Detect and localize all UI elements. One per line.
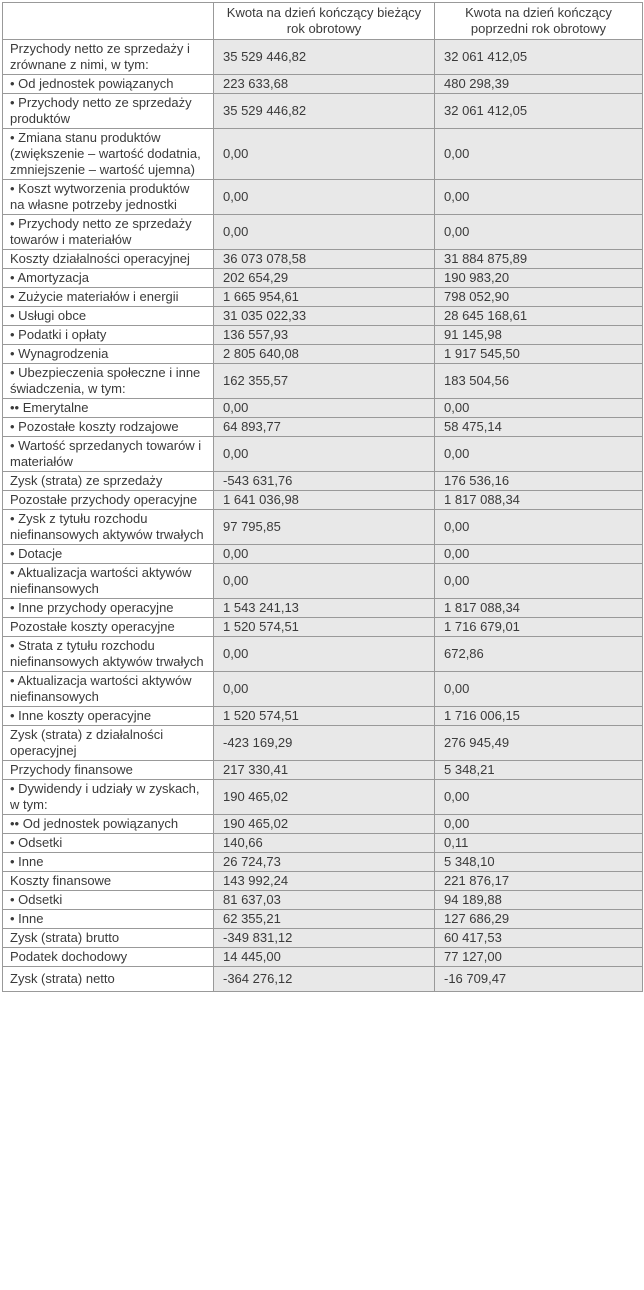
row-label: • Ubezpieczenia społeczne i inne świadczenia, w tym: [3, 364, 214, 399]
row-value-previous-year: 0,11 [435, 834, 643, 853]
table-row [3, 345, 643, 364]
table-row [3, 618, 643, 637]
row-value-previous-year: 31 884 875,89 [435, 250, 643, 269]
table-row [3, 418, 643, 437]
row-label: • Inne [3, 910, 214, 929]
row-value-previous-year: 1 716 679,01 [435, 618, 643, 637]
table-row [3, 510, 643, 545]
row-value-current-year: 140,66 [214, 834, 435, 853]
row-value-previous-year: 1 817 088,34 [435, 491, 643, 510]
row-label: Pozostałe koszty operacyjne [3, 618, 214, 637]
row-value-previous-year: 0,00 [435, 437, 643, 472]
table-header [3, 3, 643, 40]
row-value-current-year: 0,00 [214, 545, 435, 564]
table-row [3, 599, 643, 618]
row-value-current-year: 35 529 446,82 [214, 94, 435, 129]
row-value-current-year: 1 665 954,61 [214, 288, 435, 307]
row-value-current-year: 0,00 [214, 129, 435, 180]
row-label: • Inne koszty operacyjne [3, 707, 214, 726]
table-row [3, 780, 643, 815]
table-row [3, 726, 643, 761]
table-row [3, 472, 643, 491]
row-label: Przychody finansowe [3, 761, 214, 780]
row-label: • Aktualizacja wartości aktywów niefinansowych [3, 672, 214, 707]
row-value-current-year: 136 557,93 [214, 326, 435, 345]
table-row [3, 910, 643, 929]
row-label: • Aktualizacja wartości aktywów niefinansowych [3, 564, 214, 599]
row-label: • Inne przychody operacyjne [3, 599, 214, 618]
table-row [3, 129, 643, 180]
row-label: Zysk (strata) brutto [3, 929, 214, 948]
row-label: Koszty finansowe [3, 872, 214, 891]
row-value-current-year: 202 654,29 [214, 269, 435, 288]
row-label: • Podatki i opłaty [3, 326, 214, 345]
row-value-current-year: -364 276,12 [214, 967, 435, 992]
row-label: • Zmiana stanu produktów (zwiększenie – wartość dodatnia, zmniejszenie – wartość ujemna) [3, 129, 214, 180]
table-row [3, 948, 643, 967]
row-value-previous-year: 77 127,00 [435, 948, 643, 967]
row-value-previous-year: 5 348,10 [435, 853, 643, 872]
row-label: • Odsetki [3, 891, 214, 910]
table-row [3, 269, 643, 288]
row-label: • Dywidendy i udziały w zyskach, w tym: [3, 780, 214, 815]
row-value-current-year: 64 893,77 [214, 418, 435, 437]
table-row [3, 437, 643, 472]
row-value-current-year: 190 465,02 [214, 780, 435, 815]
table-row [3, 891, 643, 910]
row-value-current-year: 217 330,41 [214, 761, 435, 780]
row-value-previous-year: 1 917 545,50 [435, 345, 643, 364]
row-value-current-year: 1 641 036,98 [214, 491, 435, 510]
row-value-previous-year: 0,00 [435, 399, 643, 418]
row-value-previous-year: 94 189,88 [435, 891, 643, 910]
column-header-empty [3, 3, 214, 40]
row-value-current-year: -349 831,12 [214, 929, 435, 948]
row-value-previous-year: 0,00 [435, 564, 643, 599]
row-value-current-year: 1 520 574,51 [214, 618, 435, 637]
row-label: • Dotacje [3, 545, 214, 564]
row-label: • Inne [3, 853, 214, 872]
header-row [3, 3, 643, 40]
table-row [3, 545, 643, 564]
row-value-current-year: -423 169,29 [214, 726, 435, 761]
row-value-current-year: 0,00 [214, 399, 435, 418]
row-label: • Amortyzacja [3, 269, 214, 288]
row-value-current-year: 0,00 [214, 180, 435, 215]
row-value-previous-year: 32 061 412,05 [435, 40, 643, 75]
row-value-current-year: 143 992,24 [214, 872, 435, 891]
row-value-previous-year: 176 536,16 [435, 472, 643, 491]
row-value-previous-year: 276 945,49 [435, 726, 643, 761]
table-row [3, 94, 643, 129]
table-row [3, 967, 643, 992]
row-value-current-year: 0,00 [214, 215, 435, 250]
row-value-previous-year: 60 417,53 [435, 929, 643, 948]
row-value-current-year: 1 520 574,51 [214, 707, 435, 726]
row-value-previous-year: 0,00 [435, 129, 643, 180]
row-label: Pozostałe przychody operacyjne [3, 491, 214, 510]
table-row [3, 364, 643, 399]
row-value-current-year: 62 355,21 [214, 910, 435, 929]
row-label: • Usługi obce [3, 307, 214, 326]
row-value-previous-year: 32 061 412,05 [435, 94, 643, 129]
table-row [3, 399, 643, 418]
row-label: •• Emerytalne [3, 399, 214, 418]
row-value-previous-year: -16 709,47 [435, 967, 643, 992]
row-label: • Przychody netto ze sprzedaży produktów [3, 94, 214, 129]
row-label: • Od jednostek powiązanych [3, 75, 214, 94]
row-value-current-year: 0,00 [214, 564, 435, 599]
row-value-previous-year: 28 645 168,61 [435, 307, 643, 326]
row-value-previous-year: 5 348,21 [435, 761, 643, 780]
table-row [3, 761, 643, 780]
table-row [3, 672, 643, 707]
row-value-previous-year: 190 983,20 [435, 269, 643, 288]
table-row [3, 326, 643, 345]
row-label: • Przychody netto ze sprzedaży towarów i materiałów [3, 215, 214, 250]
row-label: •• Od jednostek powiązanych [3, 815, 214, 834]
row-value-current-year: 0,00 [214, 637, 435, 672]
row-value-previous-year: 127 686,29 [435, 910, 643, 929]
table-row [3, 834, 643, 853]
row-value-current-year: 0,00 [214, 672, 435, 707]
row-label: • Zysk z tytułu rozchodu niefinansowych aktywów trwałych [3, 510, 214, 545]
table-row [3, 815, 643, 834]
row-label: Zysk (strata) z działalności operacyjnej [3, 726, 214, 761]
row-value-previous-year: 221 876,17 [435, 872, 643, 891]
row-label: • Strata z tytułu rozchodu niefinansowych aktywów trwałych [3, 637, 214, 672]
table-row [3, 872, 643, 891]
table-row [3, 250, 643, 269]
row-value-current-year: 190 465,02 [214, 815, 435, 834]
row-value-previous-year: 91 145,98 [435, 326, 643, 345]
row-value-previous-year: 183 504,56 [435, 364, 643, 399]
row-label: Podatek dochodowy [3, 948, 214, 967]
row-value-current-year: 2 805 640,08 [214, 345, 435, 364]
table-row [3, 929, 643, 948]
row-label: Zysk (strata) netto [3, 967, 214, 992]
row-value-previous-year: 58 475,14 [435, 418, 643, 437]
row-value-current-year: 223 633,68 [214, 75, 435, 94]
row-label: • Zużycie materiałów i energii [3, 288, 214, 307]
row-value-previous-year: 0,00 [435, 672, 643, 707]
row-value-current-year: 0,00 [214, 437, 435, 472]
row-value-previous-year: 1 716 006,15 [435, 707, 643, 726]
row-label: • Koszt wytworzenia produktów na własne potrzeby jednostki [3, 180, 214, 215]
column-header-previous-year: Kwota na dzień kończący poprzedni rok obrotowy [435, 3, 643, 40]
table-row [3, 180, 643, 215]
profit-loss-table [2, 2, 643, 992]
table-row [3, 307, 643, 326]
row-value-current-year: 1 543 241,13 [214, 599, 435, 618]
row-label: • Pozostałe koszty rodzajowe [3, 418, 214, 437]
row-value-previous-year: 0,00 [435, 215, 643, 250]
row-label: • Wartość sprzedanych towarów i materiałów [3, 437, 214, 472]
table-row [3, 637, 643, 672]
row-label: Zysk (strata) ze sprzedaży [3, 472, 214, 491]
row-value-current-year: 26 724,73 [214, 853, 435, 872]
table-row [3, 853, 643, 872]
row-value-current-year: -543 631,76 [214, 472, 435, 491]
row-value-previous-year: 0,00 [435, 510, 643, 545]
column-header-current-year: Kwota na dzień kończący bieżący rok obrotowy [214, 3, 435, 40]
row-value-previous-year: 0,00 [435, 780, 643, 815]
row-label: • Odsetki [3, 834, 214, 853]
row-value-current-year: 14 445,00 [214, 948, 435, 967]
row-value-current-year: 31 035 022,33 [214, 307, 435, 326]
table-row [3, 215, 643, 250]
row-value-current-year: 36 073 078,58 [214, 250, 435, 269]
row-value-previous-year: 0,00 [435, 180, 643, 215]
row-value-current-year: 162 355,57 [214, 364, 435, 399]
row-value-current-year: 35 529 446,82 [214, 40, 435, 75]
table-row [3, 707, 643, 726]
table-row [3, 40, 643, 75]
table-row [3, 491, 643, 510]
table-row [3, 564, 643, 599]
table-body [3, 40, 643, 992]
table-row [3, 75, 643, 94]
row-label: Koszty działalności operacyjnej [3, 250, 214, 269]
row-value-previous-year: 798 052,90 [435, 288, 643, 307]
row-value-previous-year: 480 298,39 [435, 75, 643, 94]
row-value-current-year: 97 795,85 [214, 510, 435, 545]
row-value-previous-year: 0,00 [435, 545, 643, 564]
row-value-previous-year: 672,86 [435, 637, 643, 672]
row-value-previous-year: 1 817 088,34 [435, 599, 643, 618]
row-value-current-year: 81 637,03 [214, 891, 435, 910]
row-value-previous-year: 0,00 [435, 815, 643, 834]
table-row [3, 288, 643, 307]
row-label: • Wynagrodzenia [3, 345, 214, 364]
row-label: Przychody netto ze sprzedaży i zrównane z nimi, w tym: [3, 40, 214, 75]
